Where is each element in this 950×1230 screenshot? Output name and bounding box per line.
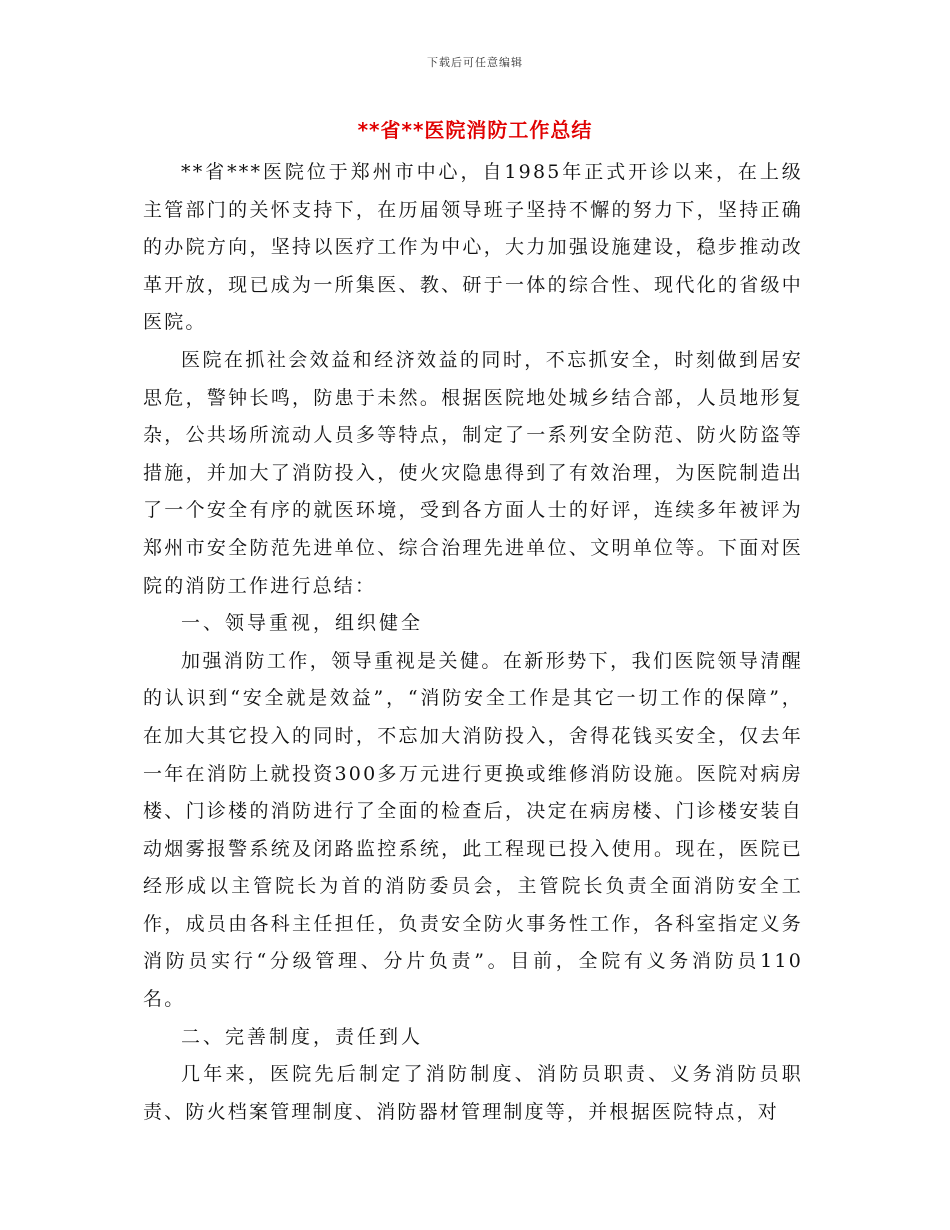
- paragraph-intro: **省***医院位于郑州市中心，自1985年正式开诊以来，在上级主管部门的关怀支持下，在历届领导班子坚持不懈的努力下，坚持正确的办院方向，坚持以医疗工作为中心，大力加强设施建设，稳步推动改革开放，现已成为一所集医、教、研于一体的综合性、现代化的省级中医院。: [143, 161, 803, 334]
- document-title: **省**医院消防工作总结: [357, 118, 593, 142]
- section-heading-1: 一、领导重视，组织健全: [181, 612, 424, 635]
- header-note: 下载后可任意编辑: [427, 56, 523, 69]
- document-body: [143, 154, 803, 1131]
- paragraph-leadership: 加强消防工作，领导重视是关健。在新形势下，我们医院领导清醒的认识到“安全就是效益”，“消防安全工作是其它一切工作的保障”，在加大其它投入的同时，不忘加大消防投入，舍得花钱买安全，仅去年一年在消防上就投资300多万元进行更换或维修消防设施。医院对病房楼、门诊楼的消防进行了全面的检查后，决定在病房楼、门诊楼安装自动烟雾报警系统及闭路监控系统，此工程现已投入使用。现在，医院已经形成以主管院长为首的消防委员会，主管院长负责全面消防安全工作，成员由各科主任担任，负责安全防火事务性工作，各科室指定义务消防员实行“分级管理、分片负责”。目前，全院有义务消防员110名。: [143, 649, 803, 1011]
- section-heading-2: 二、完善制度，责任到人: [181, 1025, 424, 1048]
- paragraph-system: 几年来，医院先后制定了消防制度、消防员职责、义务消防员职责、防火档案管理制度、消防器材管理制度等，并根据医院特点，对: [143, 1063, 803, 1123]
- paragraph-safety: 医院在抓社会效益和经济效益的同时，不忘抓安全，时刻做到居安思危，警钟长鸣，防患于未然。根据医院地处城乡结合部，人员地形复杂，公共场所流动人员多等特点，制定了一系列安全防范、防火防盗等措施，并加大了消防投入，使火灾隐患得到了有效治理，为医院制造出了一个安全有序的就医环境，受到各方面人士的好评，连续多年被评为郑州市安全防范先进单位、综合治理先进单位、文明单位等。下面对医院的消防工作进行总结：: [143, 348, 803, 597]
